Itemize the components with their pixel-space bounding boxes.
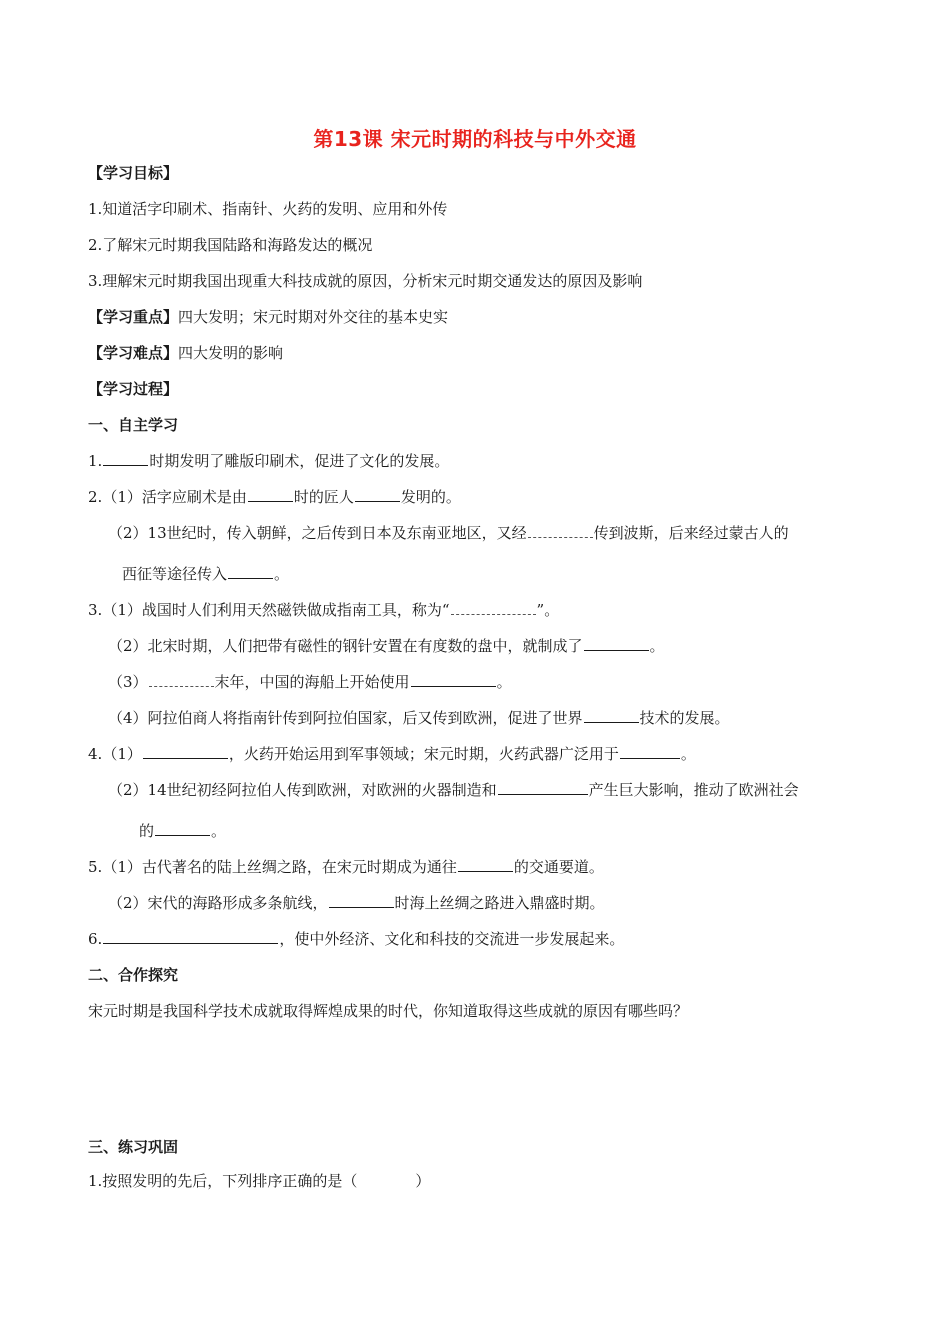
question-text: （3） — [108, 673, 148, 691]
question-4c — [139, 820, 226, 842]
section2-heading: 二、合作探究 — [88, 966, 179, 984]
answer-blank[interactable] — [149, 672, 214, 687]
goal-item-3: 3.理解宋元时期我国出现重大科技成就的原因，分析宋元时期交通发达的原因及影响 — [88, 272, 643, 290]
question-text: 末年，中国的海船上开始使用 — [214, 673, 410, 691]
answer-blank[interactable] — [103, 451, 148, 466]
section1-heading: 一、自主学习 — [88, 416, 179, 434]
question-text: （4）阿拉伯商人将指南针传到阿拉伯国家，后又传到欧洲，促进了世界 — [108, 709, 583, 727]
difficulty-heading: 【学习难点】 — [88, 344, 179, 362]
question-3d — [108, 707, 730, 729]
goals-heading: 【学习目标】 — [88, 164, 179, 182]
question-text: 发明的。 — [400, 488, 461, 506]
question-text: 时的匠人 — [293, 488, 354, 506]
answer-blank[interactable] — [451, 600, 536, 615]
question-text: （2）宋代的海路形成多条航线， — [108, 894, 328, 912]
question-text: （2）14世纪初经阿拉伯人传到欧洲，对欧洲的火器制造和 — [108, 781, 497, 799]
question-1 — [88, 450, 449, 472]
question-text: 。 — [211, 822, 227, 840]
question-3c — [108, 671, 512, 693]
process-heading: 【学习过程】 — [88, 380, 179, 398]
question-text: （1）古代著名的陆上丝绸之路，在宋元时期成为通往 — [102, 858, 457, 876]
question-3a — [88, 599, 559, 621]
key-points-heading: 【学习重点】 — [88, 308, 179, 326]
question-text: 传到波斯，后来经过蒙古人的 — [593, 524, 789, 542]
answer-blank[interactable] — [228, 564, 273, 579]
answer-blank[interactable] — [411, 672, 496, 687]
question-text: 1.按照发明的先后，下列排序正确的是（ — [88, 1172, 358, 1190]
question-text: （1）活字应刷术是由 — [102, 488, 247, 506]
question-6 — [88, 928, 624, 950]
answer-blank[interactable] — [103, 929, 278, 944]
question-5b — [108, 892, 605, 914]
answer-blank[interactable] — [143, 744, 228, 759]
question-text: 时期发明了雕版印刷术，促进了文化的发展。 — [149, 452, 450, 470]
section3-heading: 三、练习巩固 — [88, 1138, 179, 1156]
goal-item-2: 2.了解宋元时期我国陆路和海路发达的概况 — [88, 236, 373, 254]
question-5a — [88, 856, 604, 878]
question-text: （2）北宋时期，人们把带有磁性的钢针安置在有度数的盘中，就制成了 — [108, 637, 583, 655]
question-3b — [108, 635, 665, 657]
question-2b — [108, 522, 789, 544]
question-number: 1. — [88, 452, 103, 470]
answer-blank[interactable] — [458, 857, 513, 872]
answer-blank[interactable] — [155, 821, 210, 836]
answer-blank[interactable] — [329, 893, 394, 908]
question-text: （1） — [102, 745, 142, 763]
question-number: 6. — [88, 930, 103, 948]
answer-blank[interactable] — [584, 636, 649, 651]
answer-blank[interactable] — [355, 487, 400, 502]
exercise-question-1 — [88, 1170, 430, 1192]
question-text: ”。 — [536, 601, 560, 619]
question-number: 5. — [88, 858, 103, 876]
question-text: ，火药开始运用到军事领域；宋元时期，火药武器广泛用于 — [228, 745, 619, 763]
question-text: 的 — [139, 822, 155, 840]
answer-blank[interactable] — [528, 523, 593, 538]
question-text: （1）战国时人们利用天然磁铁做成指南工具，称为“ — [102, 601, 450, 619]
question-number: 3. — [88, 601, 103, 619]
difficulty-line — [88, 342, 283, 364]
question-number: 4. — [88, 745, 103, 763]
answer-blank[interactable] — [498, 780, 588, 795]
difficulty-text: 四大发明的影响 — [178, 344, 284, 362]
question-text: 时海上丝绸之路进入鼎盛时期。 — [394, 894, 605, 912]
answer-blank[interactable] — [620, 744, 680, 759]
question-text: （2）13世纪时，传入朝鲜，之后传到日本及东南亚地区，又经 — [108, 524, 527, 542]
question-text: 。 — [496, 673, 512, 691]
key-points-line — [88, 306, 448, 328]
question-2c — [122, 563, 289, 585]
question-text: 技术的发展。 — [639, 709, 730, 727]
page-title: 第13课 宋元时期的科技与中外交通 — [313, 127, 637, 151]
answer-blank[interactable] — [584, 708, 639, 723]
question-text: 。 — [274, 565, 290, 583]
question-text: 的交通要道。 — [513, 858, 604, 876]
question-text: ，使中外经济、文化和科技的交流进一步发展起来。 — [279, 930, 625, 948]
question-4b — [108, 779, 799, 801]
question-text: 。 — [680, 745, 696, 763]
section2-question: 宋元时期是我国科学技术成就取得辉煌成果的时代，你知道取得这些成就的原因有哪些吗？ — [88, 1002, 689, 1020]
question-2a — [88, 486, 461, 508]
question-text: 产生巨大影响，推动了欧洲社会 — [588, 781, 799, 799]
question-text: 西征等途径传入 — [122, 565, 228, 583]
question-text: ） — [415, 1172, 431, 1190]
question-number: 2. — [88, 488, 103, 506]
question-text: 。 — [649, 637, 665, 655]
key-points-text: 四大发明；宋元时期对外交往的基本史实 — [178, 308, 449, 326]
goal-item-1: 1.知道活字印刷术、指南针、火药的发明、应用和外传 — [88, 200, 448, 218]
question-4a — [88, 743, 696, 765]
answer-blank[interactable] — [248, 487, 293, 502]
